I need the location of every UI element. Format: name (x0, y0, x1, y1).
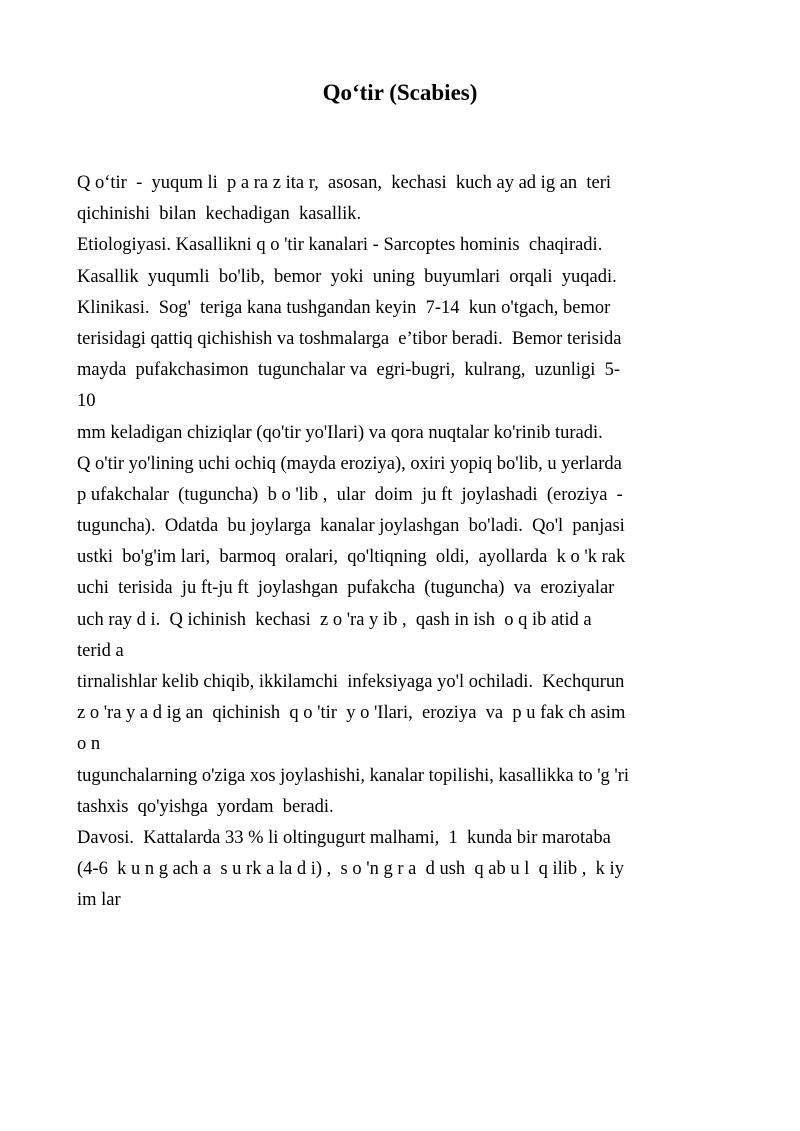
body-line: 10 (77, 391, 96, 412)
body-line: tugunchalarning o'ziga xos joylashishi, kanalar topilishi, kasallikka to 'g 'ri (77, 765, 630, 786)
body-line: mayda pufakchasimon tugunchalar va egri-bugri, kulrang, uzunligi 5- (77, 360, 621, 381)
body-line: uch ray d i. Q ichinish kechasi z o 'ra y ib , qash in ish o q ib atid a (77, 609, 592, 630)
body-line: (4-6 k u n g ach a s u rk a la d i) , s o 'n g r a d ush q ab u l q ilib , k iy (77, 859, 624, 880)
body-line: p ufakchalar (tuguncha) b o 'lib , ular doim ju ft joylashadi (eroziya - (77, 484, 623, 505)
body-line: Q o‘tir - yuqum li p a ra z ita r, asosan, kechasi kuch ay ad ig an teri (77, 173, 612, 193)
body-line: mm keladigan chiziqlar (qo'tir yo'Ilari) va qora nuqtalar ko'rinib turadi. (77, 422, 603, 443)
body-line: im lar (77, 890, 121, 911)
body-line: tashxis qo'yishga yordam beradi. (77, 796, 334, 817)
document-body (77, 168, 737, 917)
document-title: Qo‘tir (Scabies) (322, 80, 478, 105)
body-line: z o 'ra y a d ig an qichinish q o 'tir y o 'Ilari, eroziya va p u fak ch asim (77, 703, 626, 724)
body-line: Etiologiyasi. Kasallikni q o 'tir kanalari - Sarcoptes hominis chaqiradi. (77, 235, 603, 256)
body-line: Davosi. Kattalarda 33 % li oltingugurt malhami, 1 kunda bir marotaba (77, 827, 611, 848)
body-line: Q o'tir yo'lining uchi ochiq (mayda eroziya), oxiri yopiq bo'lib, u yerlarda (77, 453, 622, 474)
body-line: qichinishi bilan kechadigan kasallik. (77, 204, 362, 225)
body-line: uchi terisida ju ft-ju ft joylashgan pufakcha (tuguncha) va eroziyalar (77, 578, 615, 599)
body-line: Klinikasi. Sog' teriga kana tushgandan keyin 7-14 kun o'tgach, bemor (77, 297, 611, 318)
body-line: tuguncha). Odatda bu joylarga kanalar joylashgan bo'ladi. Qo'l panjasi (77, 516, 625, 537)
body-line: Kasallik yuqumli bo'lib, bemor yoki uning buyumlari orqali yuqadi. (77, 266, 617, 287)
body-line: terid a (77, 640, 124, 661)
body-line: ustki bo'g'im lari, barmoq oralari, qo'ltiqning oldi, ayollarda k o 'k rak (77, 547, 626, 568)
body-line: tirnalishlar kelib chiqib, ikkilamchi infeksiyaga yo'l ochiladi. Kechqurun (77, 672, 625, 692)
body-line: terisidagi qattiq qichishish va toshmalarga e’tibor beradi. Bemor terisida (77, 328, 622, 349)
body-line: o n (77, 734, 101, 755)
